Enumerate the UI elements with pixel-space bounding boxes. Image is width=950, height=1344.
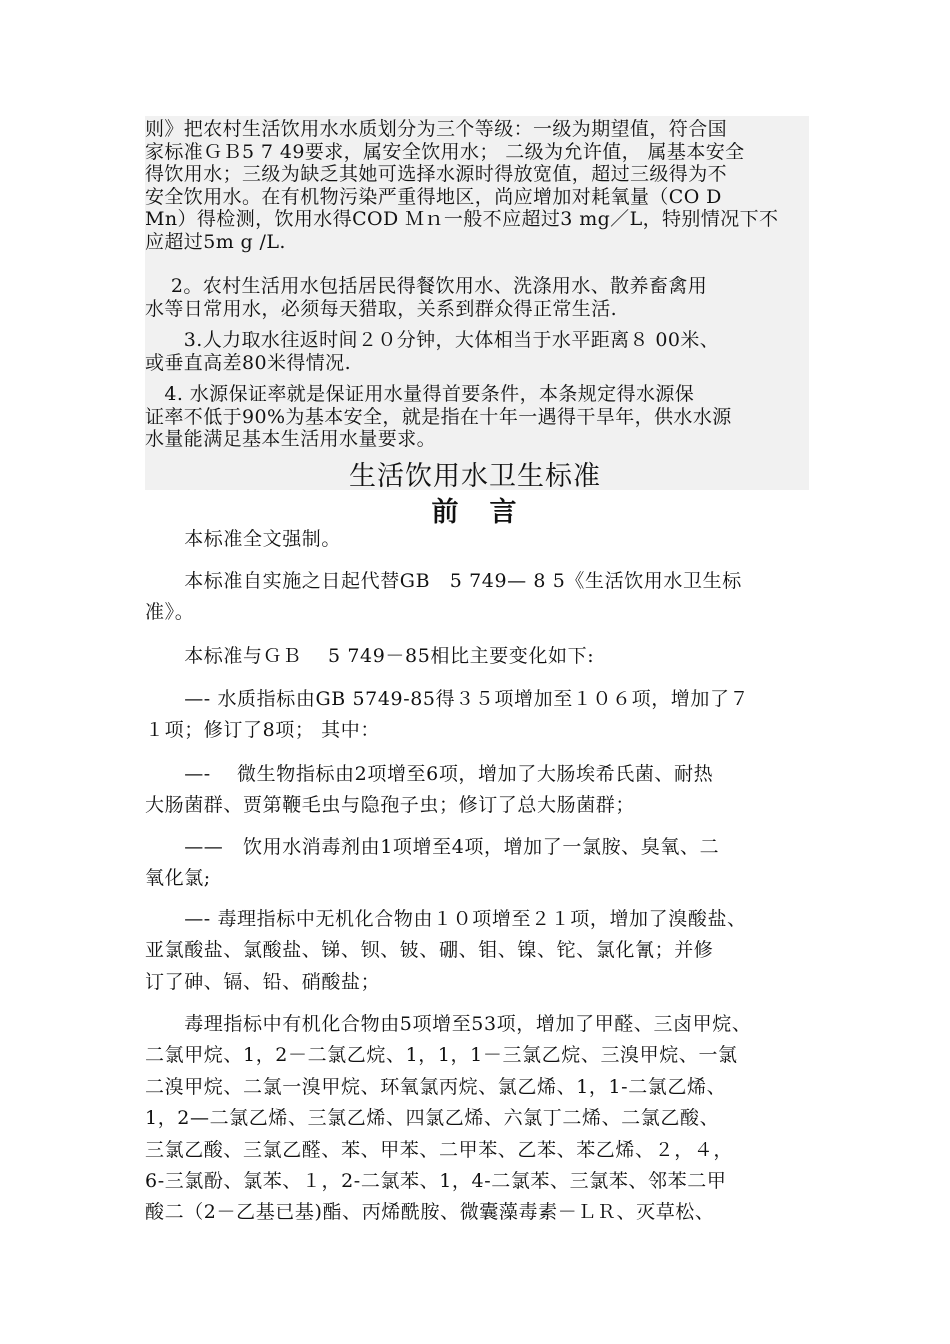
paragraph-replaces (145, 566, 815, 629)
text-line: 本标准与ＧＢ 5 749－85相比主要变化如下: (145, 645, 595, 667)
text-line: 三氯乙酸、三氯乙醛、苯、甲苯、二甲苯、乙苯、苯乙烯、２，４， (145, 1138, 734, 1161)
text-line: 安全饮用水。在有机物污染严重得地区，尚应增加对耗氧量（CO D (145, 185, 722, 208)
text-line: 大肠菌群、贾第鞭毛虫与隐孢子虫；修订了总大肠菌群； (145, 794, 636, 817)
text-line: 毒理指标中有机化合物由5项增至53项，增加了甲醛、三卤甲烷、 (145, 1013, 752, 1035)
text-line: 二溴甲烷、二氯一溴甲烷、环氧氯丙烷、氯乙烯、1，1-二氯乙烯、 (145, 1075, 727, 1098)
paragraph-inorganic (145, 904, 815, 998)
text-line: Mn）得检测，饮用水得COD Ｍｎ一般不应超过3 mg／L，特别情况下不 (145, 208, 779, 231)
paragraph-changes-intro (145, 641, 815, 672)
text-line: —— 饮用水消毒剂由1项增至4项，增加了一氯胺、臭氧、二 (145, 836, 720, 858)
paragraph-rural-water-use (145, 275, 809, 320)
paragraph-microbial (145, 759, 815, 822)
text-line: 本标准全文强制。 (145, 528, 342, 550)
text-line: —- 微生物指标由2项增至6项，增加了大肠埃希氏菌、耐热 (145, 763, 714, 785)
paragraph-mandatory (145, 524, 815, 555)
paragraph-disinfectant (145, 832, 815, 895)
text-line: 或垂直高差80米得情况. (145, 351, 352, 374)
text-line: 4. 水源保证率就是保证用水量得首要条件，本条规定得水源保 (145, 383, 695, 405)
text-line: —- 水质指标由GB 5749-85得３５项增加至１０６项，增加了７ (145, 688, 750, 710)
text-line: 水等日常用水，必须每天猎取，关系到群众得正常生活. (145, 297, 618, 320)
text-line: 1，2—二氯乙烯、三氯乙烯、四氯乙烯、六氯丁二烯、二氯乙酸、 (145, 1107, 720, 1130)
text-line: 2。农村生活用水包括居民得餐饮用水、洗涤用水、散养畜禽用 (145, 275, 708, 297)
preface-heading: 前 言 (431, 497, 519, 528)
paragraph-water-fetch-time (145, 329, 809, 374)
paragraph-source-guarantee (145, 383, 809, 451)
text-line: 证率不低于90%为基本安全，就是指在十年一遇得干旱年，供水水源 (145, 405, 732, 428)
paragraph-indicator-count (145, 684, 815, 747)
text-line: 酸二（2－乙基已基)酯、丙烯酰胺、微囊藻毒素－ＬＲ、灭草松、 (145, 1201, 715, 1224)
text-line: 订了砷、镉、铅、硝酸盐； (145, 970, 381, 993)
text-line: 3.人力取水往返时间２０分钟，大体相当于水平距离８ 00米、 (145, 329, 720, 351)
text-line: 准》。 (145, 601, 195, 624)
text-line: 6-三氯酚、氯苯、１，2-二氯苯、1，4-二氯苯、三氯苯、邻苯二甲 (145, 1170, 727, 1193)
text-line: 氧化氯; (145, 867, 211, 890)
text-line: —- 毒理指标中无机化合物由１０项增至２１项，增加了溴酸盐、 (145, 908, 747, 930)
text-line: 则》把农村生活饮用水水质划分为三个等级：一级为期望值，符合国 (145, 118, 728, 140)
text-line: 水量能满足基本生活用水量要求。 (145, 428, 437, 451)
text-line: 二氯甲烷、1，2－二氯乙烷、1，1，1－三氯乙烷、三溴甲烷、一氯 (145, 1044, 738, 1067)
text-line: 本标准自实施之日起代替GB 5 749— 8 5《生活饮用水卫生标 (145, 570, 742, 592)
text-line: 家标准ＧＢ5 7 49要求，属安全饮用水； 二级为允许值， 属基本安全 (145, 140, 745, 163)
paragraph-organic (145, 1009, 815, 1229)
paragraph-water-grades (145, 118, 809, 254)
text-line: 亚氯酸盐、氯酸盐、锑、钡、铍、硼、钼、镍、铊、氯化氰；并修 (145, 939, 714, 962)
text-line: 应超过5m g /L. (145, 230, 286, 253)
text-line: １项；修订了8项； 其中： (145, 719, 380, 742)
text-line: 得饮用水；三级为缺乏其她可选择水源时得放宽值，超过三级得为不 (145, 163, 728, 186)
document-title: 生活饮用水卫生标准 (349, 461, 601, 492)
